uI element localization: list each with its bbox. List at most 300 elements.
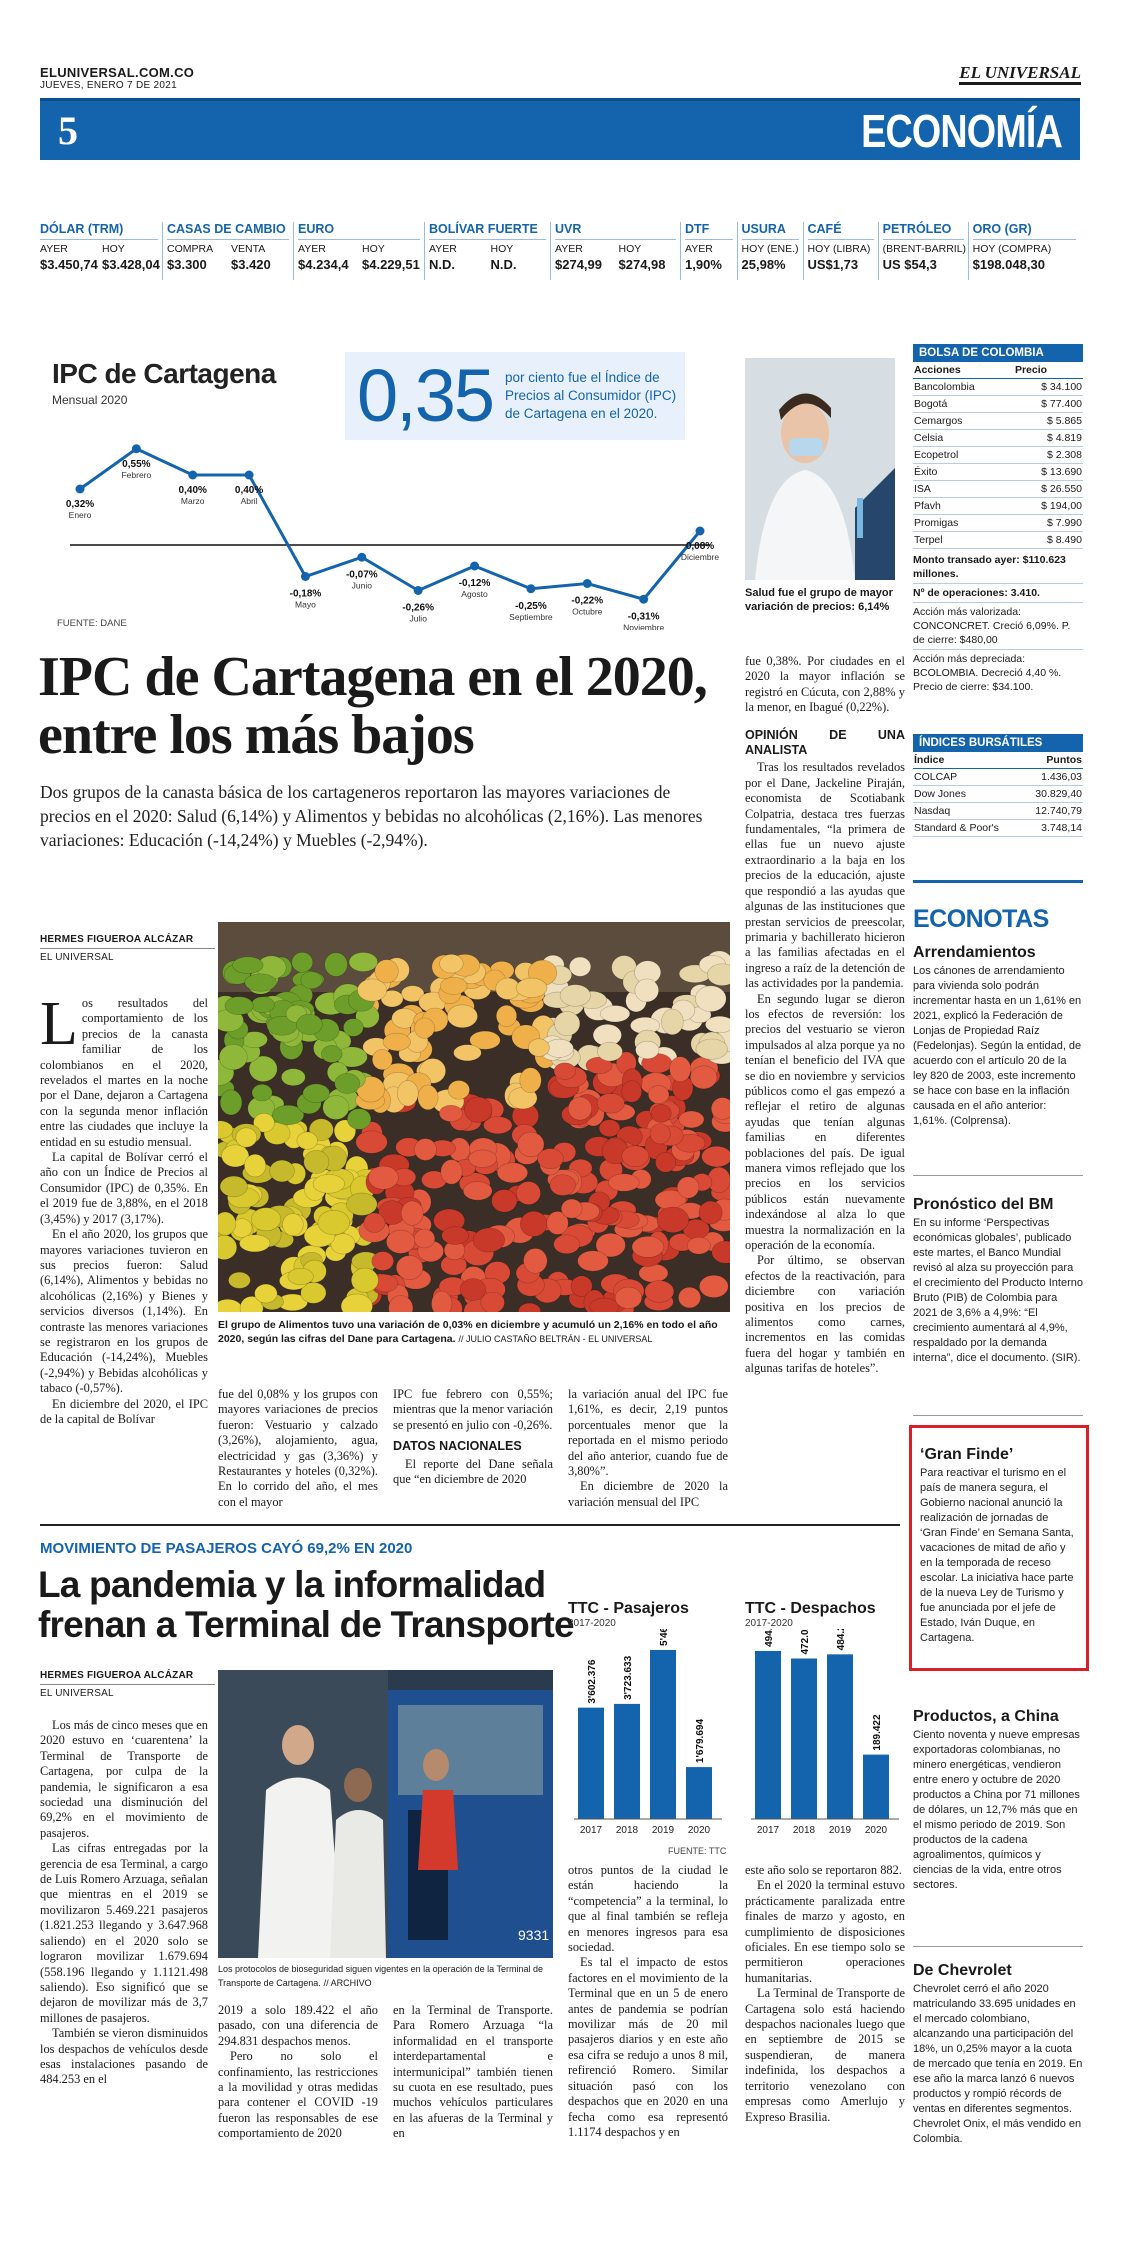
side-col-p2: En segundo lugar se dieron los efectos de reversión: los precios del vestuario se vieron impulsados al alza porque ya no tenían el beneficio del IVA que se dio en noviembre y servicios públicos como el gas empezó a reflejar el retiro de algunas ayudas que tenían algunas familias en diferentes poblaciones del país. De igual manera vimos reflejado que los precios en los servicios públicos están nuevamente indexándose al alza lo que muestra la normalización en la operación de la economía. [745, 991, 905, 1253]
ticker-label: (BRENT-BARRIL) [882, 243, 967, 255]
ipc-value-label: -0,25% [515, 600, 547, 612]
ipc-month-label: Junio [351, 580, 372, 591]
food-fruit [622, 1081, 642, 1103]
ipc-point [639, 595, 648, 604]
health-worker-illustration [745, 358, 895, 580]
bolsa-row [913, 396, 1083, 413]
food-fruit [372, 1252, 394, 1271]
ttc-pasajeros-title: TTC - Pasajeros [568, 1600, 689, 1617]
food-fruit [690, 1066, 717, 1089]
ticker-values [429, 257, 546, 272]
econotas-panel [913, 880, 1083, 934]
bolsa-row [913, 379, 1083, 396]
analyst-subhead: OPINIÓN DE UNA ANALISTA [745, 727, 905, 758]
ticker-value: $3.420 [231, 257, 271, 272]
ttc-source: FUENTE: TTC [668, 1846, 727, 1856]
main-col3-p2: El reporte del Dane señala que “en diciembre de 2020 [393, 1456, 553, 1487]
food-fruit [397, 1081, 418, 1106]
food-fruit [678, 1287, 700, 1308]
ticker-value: $3.450,74 [40, 257, 98, 272]
ticker-labels [882, 243, 967, 255]
bolsa-price: $ 5.865 [1014, 413, 1083, 430]
ttc-bar [863, 1755, 889, 1819]
food-market-photo [218, 922, 730, 1312]
food-fruit [281, 1069, 305, 1086]
ipc-month-label: Septiembre [509, 611, 553, 622]
econota-5 [913, 1962, 1083, 2147]
food-fruit [372, 1049, 392, 1069]
food-fruit [635, 979, 659, 1002]
newspaper-logo: EL UNIVERSAL [959, 66, 1081, 85]
ticker-label: VENTA [231, 243, 266, 255]
second-col5-p3: La Terminal de Transporte de Cartagena solo está haciendo despachos nacionales luego que en septiembre de 2015 se suspendieran, de manera indefinida, los despachos a territorio venezolano con empresas como Amerlujo y Expreso Brasilia. [745, 1986, 905, 2124]
food-fruit [569, 957, 590, 976]
section-band [40, 98, 1080, 160]
food-fruit [597, 1042, 622, 1061]
indices-panel [913, 734, 1083, 837]
second-column-2 [218, 2003, 378, 2142]
food-fruit [497, 1163, 527, 1183]
food-fruit [414, 1139, 436, 1161]
indices-row [913, 820, 1083, 837]
side-col-p3: Por último, se observan efectos de la reactivación, para diciembre con variación positiva en los precios de alimentos como carnes, incrementos en las comidas fuera del hogar y también en algunas tarifas de hoteles”. [745, 1253, 905, 1376]
indices-row [913, 769, 1083, 786]
bolsa-note-depreciada: Acción más depreciada: BCOLOMBIA. Decreció 4,40 %. Precio de cierre: $34.100. [913, 653, 1062, 693]
ticker-title: DÓLAR (TRM) [40, 222, 158, 240]
food-fruit [318, 1210, 350, 1235]
ipc-value-label: 0,08% [685, 541, 715, 552]
ticker-value: N.D. [429, 257, 456, 272]
ipc-value-label: 0,32% [65, 499, 95, 510]
ttc-bar-label: 1'679.694 [695, 1718, 706, 1764]
indices-points: 3.748,14 [1022, 820, 1083, 837]
ipc-month-label: Enero [68, 510, 92, 520]
ttc-bar [614, 1704, 640, 1819]
second-col4-p2: Es tal el impacto de estos factores en el movimiento de la Terminal que en un 5 de enero antes de pandemia se podrían movilizar más de 20 mil pasajeros diarios y en este año esa cifra se redujo a unos 8 mil, refirenció Romero. Similar situación pasó con los despachos que en 2020 en una fecha como esa representó 1.1174 despachos y en [568, 1955, 728, 2139]
food-fruit [356, 1131, 388, 1154]
ipc-value-label: -0,22% [571, 595, 604, 607]
food-fruit [346, 1193, 377, 1216]
ticker-values [973, 257, 1076, 272]
ticker-title: BOLÍVAR FUERTE [429, 222, 546, 240]
food-fruit [695, 986, 726, 1012]
food-fruit [288, 1268, 314, 1285]
food-fruit [415, 1018, 435, 1038]
bolsa-stock: Bogotá [913, 396, 1014, 413]
bolsa-price: $ 4.819 [1014, 430, 1083, 447]
ticker-labels [555, 243, 676, 255]
econota-3-body: Para reactivar el turismo en el país de manera segura, el Gobierno nacional anunció la realización de jornadas de ‘Gran Finde’ en Semana Santa, vacaciones de mitad de año y en la temporada de receso escolar. La iniciativa hace parte de la nueva Ley de Turismo y fue anunciada por el jefe de Estado, Iván Duque, en Cartagena. [920, 1467, 1074, 1644]
ipc-chart-source: FUENTE: DANE [57, 618, 127, 629]
bus-caption-text: Los protocolos de bioseguridad siguen vigentes en la operación de la Terminal de Transporte de Cartagena. [218, 1964, 544, 1988]
econota-divider-3 [913, 1946, 1083, 1947]
main-col1-p1: os resultados del comportamiento de los precios de la canasta familiar de los colombianos en el 2020, revelados el martes en la noche por el Dane, dejaron a Cartagena con la segunda menor inflación entre las ciudades que incluye la entidad en su estudio mensual. [40, 996, 208, 1149]
ttc-year-label: 2018 [792, 1825, 816, 1836]
ticker-label: HOY (COMPRA) [972, 243, 1052, 255]
food-fruit [639, 1264, 668, 1282]
ticker-value: $3.428,04 [102, 257, 160, 272]
site-url[interactable]: ELUNIVERSAL.COM.CO [40, 65, 195, 80]
ticker-label: AYER [685, 243, 713, 255]
ipc-point [696, 527, 705, 536]
food-fruit [632, 1236, 664, 1257]
ticker-label: AYER [555, 243, 583, 255]
food-fruit [228, 1272, 250, 1288]
ticker-item [968, 222, 1080, 280]
indices-row [913, 803, 1083, 820]
food-fruit [645, 1281, 674, 1303]
bolsa-stock: Éxito [913, 464, 1014, 481]
bus-terminal-photo [218, 1670, 553, 1958]
food-fruit [528, 1039, 549, 1057]
food-fruit [448, 1080, 469, 1099]
ticker-title: PETRÓLEO [883, 222, 964, 240]
food-fruit [516, 1182, 540, 1205]
food-fruit [600, 1006, 629, 1022]
ipc-value-label: -0,12% [458, 578, 491, 589]
econota-4-title: Productos, a China [913, 1708, 1059, 1725]
ticker-title: USURA [742, 222, 799, 240]
food-fruit [351, 1268, 378, 1292]
ttc-year-label: 2020 [864, 1825, 888, 1836]
food-fruit [442, 1227, 469, 1245]
food-fruit [560, 985, 590, 1007]
bolsa-panel [913, 344, 1083, 696]
ipc-point [583, 579, 592, 588]
food-fruit [520, 1211, 547, 1236]
food-fruit [699, 1275, 728, 1297]
ipc-point [188, 471, 197, 480]
ticker-labels [429, 243, 546, 255]
food-fruit [233, 957, 264, 974]
econota-5-title: De Chevrolet [913, 1962, 1012, 1979]
ttc-bar-label: 189.422 [872, 1714, 883, 1751]
indices-title: ÍNDICES BURSÁTILES [913, 734, 1083, 752]
food-fruit [396, 1255, 423, 1279]
food-fruit [239, 1235, 270, 1252]
market-ticker [40, 222, 1080, 280]
food-fruit [303, 1084, 330, 1103]
ipc-point [301, 572, 310, 581]
indices-points: 30.829,40 [1022, 786, 1083, 803]
food-fruit [523, 1248, 547, 1273]
ticker-values [685, 257, 733, 272]
second-col1-p2: Las cifras entregadas por la gerencia de esa Terminal, a cargo de Luis Romero Arzuaga, señalan que mientras en el 2019 se movilizaron 5.469.221 pasajeros (1.821.253 llegando y 3.647.968 saliendo) en el 2020 solo se lograron movilizar 1.679.694 (558.196 llegando y 1.1121.498 saliendo). Eso significó que se dejaron de movilizar más de 3,7 millones de pasajeros. [40, 1841, 208, 2025]
ticker-values [883, 257, 964, 272]
ipc-month-label: Marzo [180, 496, 205, 506]
ticker-item [424, 222, 550, 280]
indices-table [913, 752, 1083, 837]
food-fruit [554, 1235, 580, 1254]
ipc-month-label: Mayo [295, 599, 316, 610]
bolsa-stock: Cemargos [913, 413, 1014, 430]
ticker-value: N.D. [490, 257, 517, 272]
food-fruit [537, 1149, 563, 1169]
ttc-year-label: 2020 [687, 1825, 711, 1836]
ticker-labels [298, 243, 420, 255]
bolsa-price: $ 26.550 [1014, 481, 1083, 498]
ipc-month-label: Abril [240, 496, 258, 506]
ticker-labels [973, 243, 1076, 255]
byline-rule [40, 948, 215, 949]
second-column-3: en la Terminal de Transporte. Para Romero Arzuaga “la informalidad en el transporte interdepartamental e intermunicipal” también tienen su cuota en ese resultado, pues muchos vehículos particulares en las afueras de la Terminal y en [393, 2003, 553, 2141]
issue-date: JUEVES, ENERO 7 DE 2021 [40, 80, 177, 91]
bolsa-row [913, 447, 1083, 464]
ttc-despachos-bars [745, 1629, 910, 1844]
ticker-label: HOY [490, 243, 514, 255]
ttc-year-label: 2018 [615, 1825, 639, 1836]
bolsa-col-acciones: Acciones [913, 362, 1014, 379]
indices-name: Nasdaq [913, 803, 1022, 820]
food-fruit [608, 1174, 639, 1191]
food-market-illustration [218, 922, 730, 1312]
food-fruit [568, 1097, 592, 1120]
food-fruit [343, 1019, 363, 1037]
ttc-pasajeros-chart [568, 1600, 733, 1855]
second-col2-p2: Pero no solo el confinamiento, las restricciones a la movilidad y otras medidas para contener el COVID -19 fueron las responsables de ese comportamiento de 2020 [218, 2049, 378, 2141]
ttc-bar-label [764, 1629, 775, 1647]
bolsa-stock: Celsia [913, 430, 1014, 447]
main-column-2: fue del 0,08% y los grupos con mayores variaciones de precios fueron: Vestuario y calzado (3,26%), alojamiento, agua, electricidad y gas (3,36%) y Restaurantes y hoteles (0,32%). En lo corrido del año, el mes con el mayor [218, 1387, 378, 1509]
food-fruit [661, 1009, 683, 1035]
second-col4-p1: otros puntos de la ciudad le están haciendo la “competencia” a la terminal, lo que al final también se refleja en menores ingresos para esa sociedad. [568, 1863, 728, 1955]
ticker-values [167, 257, 289, 272]
food-fruit [670, 1057, 691, 1082]
food-fruit [255, 1284, 278, 1303]
bolsa-price: $ 34.100 [1014, 379, 1083, 396]
second-col2-p1: 2019 a solo 189.422 el año pasado, con una diferencia de 294.831 despachos menos. [218, 2003, 378, 2048]
food-fruit [251, 997, 274, 1013]
food-fruit [554, 1063, 576, 1080]
econota-1-body: Los cánones de arrendamiento para vivienda solo podrán incrementar hasta en un 1,61% en 2021, explicó la Federación de Lonjas de Propiedad Raíz (Fedelonjas). Según la entidad, de acuerdo con el artículo 20 de la ley 820 de 2003, este incremento se hace con base en la inflación causada en el año anterior: 1,61%. (Colprensa). [913, 965, 1082, 1127]
food-fruit [368, 1166, 398, 1189]
ipc-value-label: -0,07% [345, 569, 378, 581]
food-fruit [687, 1237, 710, 1254]
bolsa-price: $ 7.990 [1014, 515, 1083, 532]
ipc-point [245, 471, 254, 480]
food-fruit [218, 1212, 236, 1235]
ipc-value-label: 0,55% [122, 458, 151, 470]
ticker-label: AYER [40, 243, 68, 255]
bus-number-text: 9331 [518, 1927, 550, 1943]
food-photo-caption [218, 1318, 730, 1346]
main-column-1 [40, 990, 208, 1427]
ttc-bar-label [659, 1629, 670, 1646]
ticker-labels [685, 243, 733, 255]
indices-col-puntos: Puntos [1022, 752, 1083, 769]
econota-2 [913, 1196, 1083, 1366]
main-byline-block [40, 934, 215, 963]
econota-divider-2 [913, 1415, 1083, 1416]
food-fruit [561, 1199, 582, 1218]
ttc-bar-label: 3'602.376 [587, 1659, 598, 1704]
bolsa-price: $ 13.690 [1014, 464, 1083, 481]
ticker-values [808, 257, 874, 272]
indices-row [913, 786, 1083, 803]
ticker-item [680, 222, 737, 280]
food-fruit [679, 1111, 704, 1128]
ttc-bar-label: 3'723.633 [623, 1655, 634, 1700]
food-fruit [414, 1229, 435, 1248]
food-fruit [677, 1177, 699, 1198]
ttc-year-label: 2019 [828, 1825, 852, 1836]
side-photo-caption: Salud fue el grupo de mayor variación de precios: 6,14% [745, 587, 893, 613]
ipc-point [526, 584, 535, 593]
food-fruit [473, 1228, 505, 1252]
food-fruit [220, 1090, 242, 1115]
bolsa-stock: Pfavh [913, 498, 1014, 515]
bolsa-row [913, 481, 1083, 498]
food-fruit [460, 1279, 486, 1301]
food-fruit [440, 977, 467, 994]
bolsa-note-operaciones: Nº de operaciones: 3.410. [913, 584, 1083, 603]
indices-name: Standard & Poor's [913, 820, 1022, 837]
food-fruit [225, 997, 253, 1015]
ipc-value-label: 0,40% [178, 485, 207, 496]
ticker-item [162, 222, 293, 280]
food-fruit [441, 1160, 462, 1185]
food-fruit [578, 1251, 609, 1271]
ticker-values [298, 257, 420, 272]
food-fruit [349, 952, 378, 971]
second-column-1 [40, 1718, 208, 2088]
bolsa-stock: Ecopetrol [913, 447, 1014, 464]
ipc-value-label: 0,40% [234, 485, 264, 496]
bolsa-col-precio: Precio [1014, 362, 1083, 379]
ticker-label: AYER [429, 243, 457, 255]
food-fruit [650, 1124, 670, 1144]
food-fruit [464, 1097, 492, 1122]
main-col1-p2: La capital de Bolívar cerró el año con un Índice de Precios al Consumidor (IPC) de 0,35%. En el 2019 fue de 3,88%, en el 2018 (3,45%) y 2017 (3,17%). [40, 1150, 208, 1226]
food-fruit [292, 952, 313, 972]
ipc-point [414, 586, 423, 595]
ipc-value-label: -0,18% [289, 588, 322, 600]
ticker-values [40, 257, 158, 272]
food-fruit [622, 1146, 649, 1167]
ticker-title: ORO (GR) [973, 222, 1076, 240]
food-fruit [301, 972, 323, 989]
food-fruit [347, 1109, 371, 1130]
main-headline: IPC de Cartagena en el 2020, entre los más bajos [38, 646, 707, 766]
main-col4-p2: En diciembre de 2020 la variación mensual del IPC [568, 1479, 728, 1509]
ticker-value: $274,99 [555, 257, 603, 272]
ttc-bar [578, 1708, 604, 1819]
food-fruit [655, 1152, 675, 1172]
ticker-value: 1,90% [685, 257, 722, 272]
drop-cap: L [40, 990, 78, 1058]
food-fruit [615, 1287, 642, 1308]
econota-3-highlight [909, 1425, 1089, 1671]
bolsa-stock: Terpel [913, 532, 1014, 549]
indices-name: Dow Jones [913, 786, 1022, 803]
side-col-top: fue 0,38%. Por ciudades en el 2020 la mayor inflación se registró en Cúcuta, con 2,88% y la menor, en Ibagué (0,22%). [745, 654, 905, 715]
ttc-year-label: 2017 [579, 1825, 603, 1836]
food-fruit [335, 1073, 360, 1093]
food-fruit [696, 1039, 728, 1059]
bus-caption-credit: // ARCHIVO [323, 1978, 372, 1988]
ticker-item [40, 222, 162, 280]
ipc-line-chart [40, 420, 730, 630]
food-fruit [636, 1041, 659, 1059]
bolsa-table [913, 362, 1083, 549]
econota-2-title: Pronóstico del BM [913, 1196, 1054, 1213]
bolsa-stock: Promigas [913, 515, 1014, 532]
ttc-bar [791, 1659, 817, 1819]
ttc-pasajeros-subtitle: 2017-2020 [568, 1618, 616, 1629]
main-byline: HERMES FIGUEROA ALCÁZAR [40, 934, 194, 945]
ticker-title: DTF [685, 222, 733, 240]
ticker-item [878, 222, 968, 280]
food-fruit [550, 1175, 576, 1196]
ticker-values [555, 257, 676, 272]
bolsa-row [913, 515, 1083, 532]
food-fruit [244, 1154, 265, 1177]
ipc-point [357, 553, 366, 562]
main-side-column [745, 654, 905, 1377]
food-fruit [463, 1182, 492, 1201]
food-fruit [440, 954, 464, 973]
ipc-month-label: Octubre [572, 606, 603, 617]
ticker-values [742, 257, 799, 272]
food-caption-credit: // JULIO CASTAÑO BELTRÁN - EL UNIVERSAL [458, 1334, 653, 1344]
ticker-label: HOY (ENE.) [741, 243, 799, 255]
food-fruit [383, 1033, 411, 1050]
ticker-labels [742, 243, 799, 255]
ticker-title: EURO [298, 222, 420, 240]
ticker-labels [808, 243, 874, 255]
ticker-value: $198.048,30 [972, 257, 1045, 272]
ticker-title: CASAS DE CAMBIO [167, 222, 289, 240]
ticker-title: UVR [555, 222, 676, 240]
food-fruit [711, 1097, 730, 1119]
food-fruit [469, 1150, 497, 1167]
bolsa-row [913, 532, 1083, 549]
second-column-5 [745, 1863, 905, 2125]
food-fruit [304, 1150, 329, 1173]
food-fruit [516, 978, 547, 998]
econota-3-title: ‘Gran Finde’ [920, 1446, 1014, 1463]
section-title: ECONOMÍA [861, 104, 1062, 157]
ipc-month-label: Noviembre [623, 622, 665, 630]
ticker-item [737, 222, 803, 280]
ttc-bar [827, 1654, 853, 1819]
ipc-month-label: Agosto [461, 589, 488, 599]
ttc-despachos-chart [745, 1600, 910, 1855]
food-fruit [401, 1201, 423, 1225]
ttc-despachos-subtitle: 2017-2020 [745, 1618, 793, 1629]
second-outlet: EL UNIVERSAL [40, 1688, 114, 1699]
bolsa-price: $ 2.308 [1014, 447, 1083, 464]
ipc-big-text: por ciento fue el Índice de Precios al Consumidor (IPC) de Cartagena en el 2020. [505, 370, 677, 421]
ttc-bar-label: 472.028 [800, 1629, 811, 1655]
bolsa-note-valorizada: Acción más valorizada: CONCONCRET. Creció 6,09%. P. de cierre: $480,00 [913, 603, 1083, 650]
second-col1-p3: También se vieron disminuidos los despachos de vehículos desde esas instalaciones pasando de 484.253 en el [40, 2026, 208, 2087]
econota-4-body: Ciento noventa y nueve empresas exportadoras colombianas, no minero energéticas, vendieron entre enero y octubre de 2020 productos a China por 71 millones de dólares, un 12,7% más que en el mismo periodo de 2019. Son productos de la cadena agroalimentos, químicos y ciencias de la vida, entre otros sectores. [913, 1729, 1080, 1891]
main-col1-p3: En el año 2020, los grupos que mayores variaciones tuvieron en sus precios fueron: Salud (6,14%), Alimentos y bebidas no alcohólicas (2,16%) y Bienes y servicios diversos (1,14%). En contraste las menores variaciones se registraron en los grupos de Educación (-14,24%), Muebles (-2,94%) y Bebidas alcohólicas y tabaco (-0,57%). [40, 1227, 208, 1396]
indices-points: 12.740,79 [1022, 803, 1083, 820]
food-fruit [447, 1005, 477, 1028]
bolsa-row [913, 498, 1083, 515]
main-column-3 [393, 1387, 553, 1487]
bus-terminal-illustration [218, 1670, 553, 1958]
food-fruit [418, 1085, 438, 1110]
ticker-label: COMPRA [167, 243, 214, 255]
econota-1 [913, 944, 1083, 1129]
bolsa-stock: ISA [913, 481, 1014, 498]
ipc-chart-title: IPC de Cartagena [52, 358, 276, 389]
food-fruit [252, 1084, 272, 1101]
food-fruit [386, 1230, 415, 1253]
